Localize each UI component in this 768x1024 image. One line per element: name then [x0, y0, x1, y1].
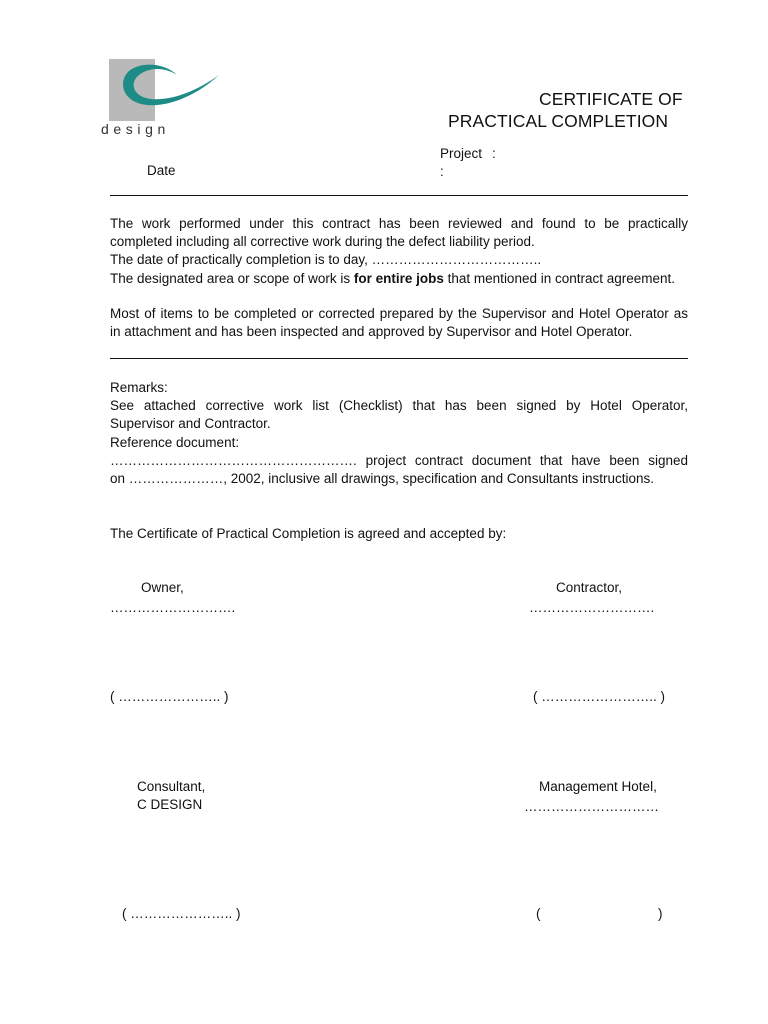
- contractor-signature-line: ……………………….: [529, 600, 655, 615]
- paragraph-1-line-2: completed including all corrective work during the defect liability period.: [110, 234, 535, 250]
- project-label: Project: [440, 146, 483, 161]
- items-paragraph: [110, 305, 688, 341]
- hotel-name-close-paren: ): [658, 906, 663, 921]
- reference-line-2: on …………………, 2002, inclusive all drawings, specification and Consultants instructions.: [110, 471, 654, 487]
- contractor-name-field: ( …………………….. ): [533, 689, 665, 704]
- project-colon: :: [492, 146, 496, 161]
- consultant-name-field: ( ………………….. ): [122, 906, 241, 921]
- contractor-label: Contractor,: [556, 580, 623, 595]
- body-divider: [110, 358, 688, 359]
- remarks-section: [110, 379, 688, 488]
- title-line-2: PRACTICAL COMPLETION: [448, 111, 669, 131]
- scope-bold-text: for entire jobs: [353, 270, 444, 286]
- owner-name-field: ( ………………….. ): [110, 689, 229, 704]
- paragraph-1-line-1: The work performed under this contract has been reviewed and found to be practically: [110, 216, 688, 231]
- consultant-label: Consultant,: [137, 779, 206, 794]
- body-text: [110, 215, 688, 288]
- hotel-label: Management Hotel,: [539, 779, 657, 794]
- scope-line: [110, 270, 688, 288]
- reference-label: Reference document:: [110, 434, 240, 450]
- hotel-name-open-paren: (: [536, 906, 541, 921]
- paragraph-4-line-2: in attachment and has been inspected and approved by Supervisor and Hotel Operator.: [110, 324, 633, 340]
- title-line-1: CERTIFICATE OF: [539, 89, 683, 109]
- owner-label: Owner,: [141, 580, 184, 595]
- date-label: Date: [147, 163, 176, 178]
- remarks-line-1: See attached corrective work list (Checklist) that has been signed by Hotel Operator,: [110, 398, 688, 414]
- paragraph-4-line-1: Most of items to be completed or corrected prepared by the Supervisor and Hotel Operator as: [110, 306, 688, 321]
- remarks-label: Remarks:: [110, 380, 168, 395]
- reference-line-1: ………………………………………………. project contract document that have been signed: [110, 452, 688, 468]
- logo-swoosh-icon: [105, 57, 225, 127]
- scope-text-after: that mentioned in contract agreement.: [443, 270, 676, 286]
- hotel-signature-line: …………………………: [524, 799, 659, 814]
- date-colon: :: [440, 164, 444, 179]
- header-divider: [110, 195, 688, 196]
- remarks-line-2: Supervisor and Contractor.: [110, 416, 271, 432]
- consultant-company: C DESIGN: [137, 797, 203, 812]
- completion-date-line: The date of practically completion is to day, ………………………………..: [110, 252, 542, 268]
- owner-signature-line: ……………………….: [110, 600, 236, 615]
- agreement-statement: The Certificate of Practical Completion is agreed and accepted by:: [110, 526, 507, 541]
- logo-wordmark: design: [101, 121, 170, 137]
- scope-text-before: The designated area or scope of work is: [110, 270, 354, 286]
